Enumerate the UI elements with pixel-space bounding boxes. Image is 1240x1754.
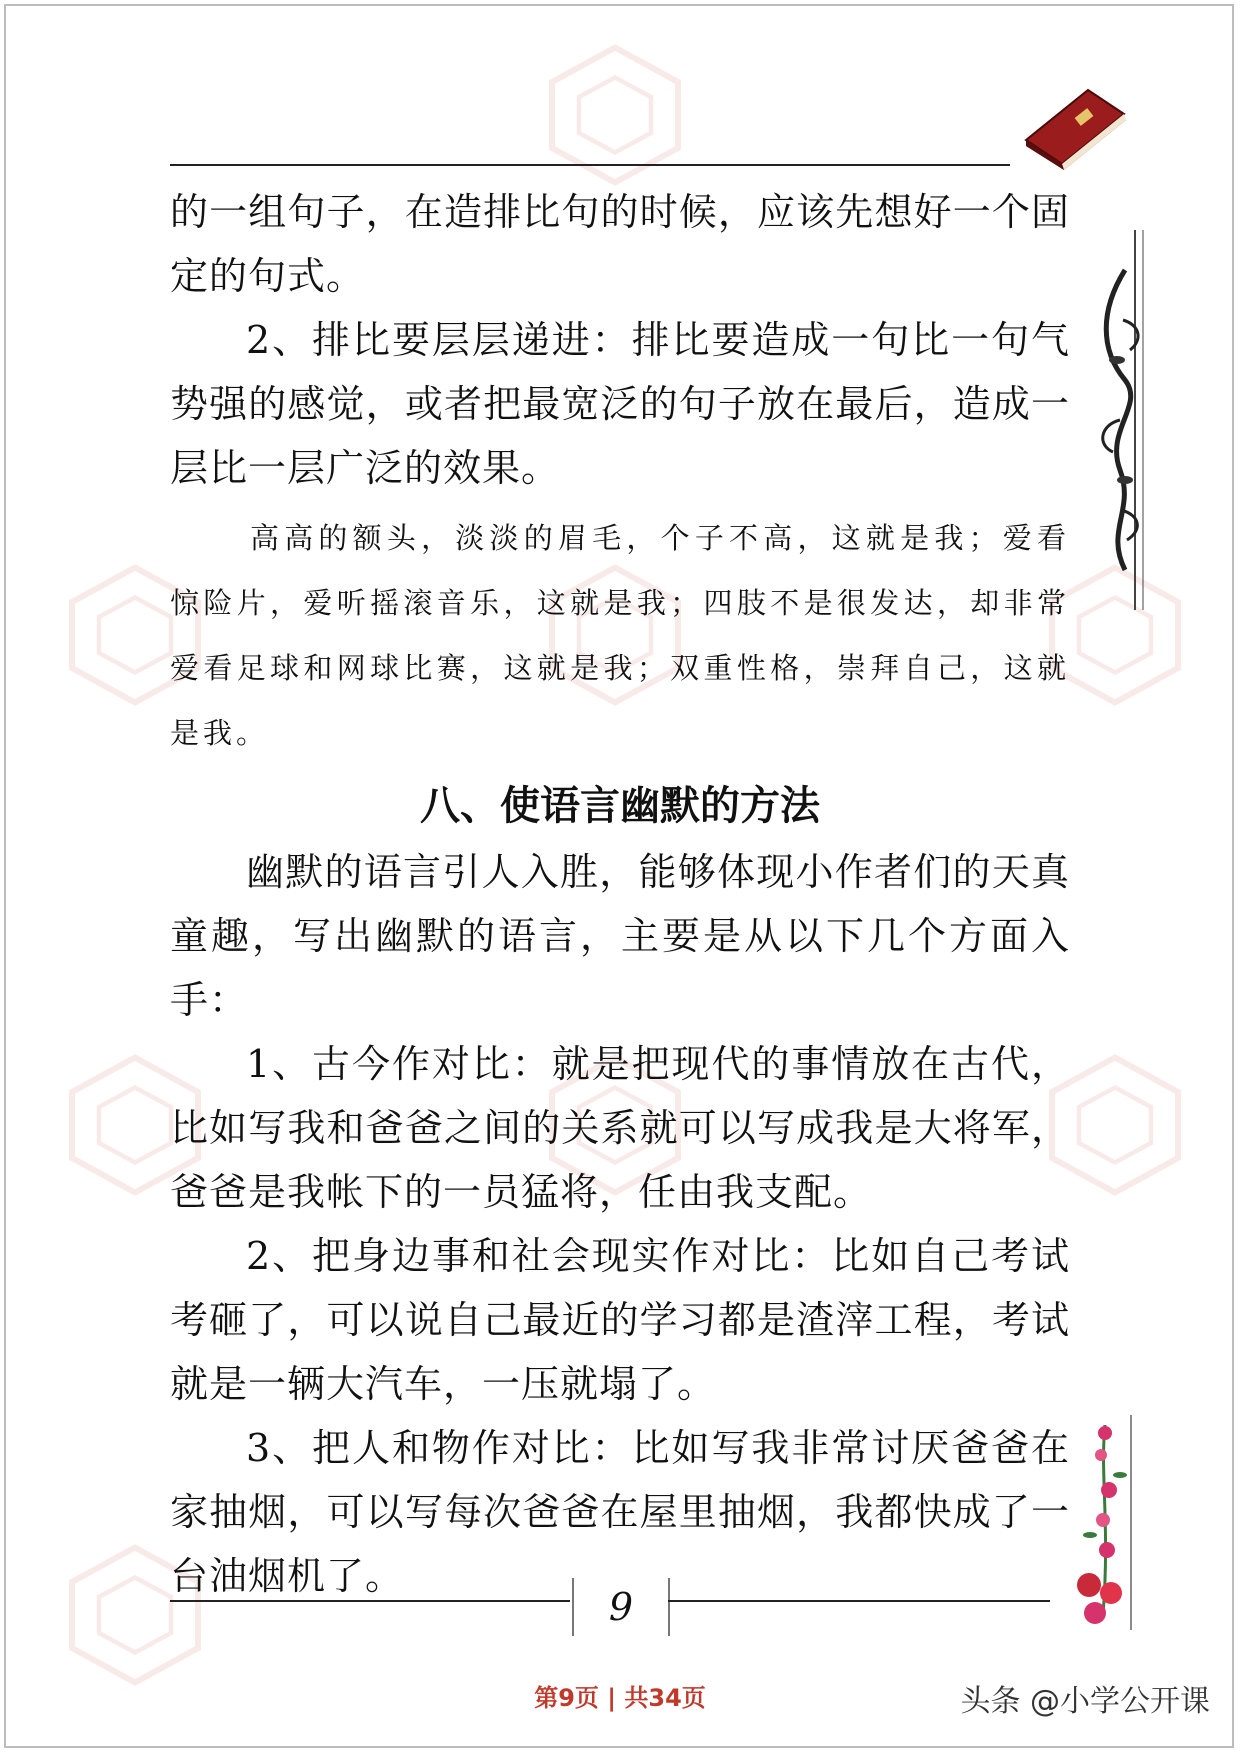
paragraph: 幽默的语言引人入胜，能够体现小作者们的天真童趣，写出幽默的语言，主要是从以下几个方面入手： xyxy=(170,850,1070,1022)
book-icon xyxy=(1018,88,1130,178)
brand-watermark: 头条 @小学公开课 xyxy=(960,1684,1210,1719)
section-heading: 八、使语言幽默的方法 xyxy=(420,783,820,829)
page-indicator: 第9页 | 共34页 xyxy=(534,1684,706,1712)
paragraph: 3、把人和物作对比：比如写我非常讨厌爸爸在家抽烟，可以写每次爸爸在屋里抽烟，我都快成了一台油烟机了。 xyxy=(170,1426,1070,1598)
footer-rule-right xyxy=(668,1600,1050,1602)
paragraph: 2、排比要层层递进：排比要造成一句比一句气势强的感觉，或者把最宽泛的句子放在最后，造成一层比一层广泛的效果。 xyxy=(170,318,1070,490)
paragraph: 2、把身边事和社会现实作对比：比如自己考试考砸了，可以说自己最近的学习都是渣滓工程，考试就是一辆大汽车，一压就塌了。 xyxy=(170,1234,1070,1406)
page-body xyxy=(170,180,1070,1608)
paragraph: 的一组句子，在造排比句的时候，应该先想好一个固定的句式。 xyxy=(170,190,1070,298)
watermark-logo xyxy=(540,40,690,190)
vine-ornament xyxy=(1095,230,1155,610)
flower-ornament xyxy=(1065,1415,1140,1630)
header-rule xyxy=(170,164,1010,166)
footer-rule-left xyxy=(170,1600,570,1602)
page-number: 9 xyxy=(572,1578,670,1636)
paragraph: 1、古今作对比：就是把现代的事情放在古代，比如写我和爸爸之间的关系就可以写成我是大将军，爸爸是我帐下的一员猛将，任由我支配。 xyxy=(170,1042,1070,1214)
example-paragraph: 高高的额头，淡淡的眉毛，个子不高，这就是我；爱看惊险片，爱听摇滚音乐，这就是我；四肢不是很发达，却非常爱看足球和网球比赛，这就是我；双重性格，崇拜自己，这就是我。 xyxy=(170,521,1070,750)
